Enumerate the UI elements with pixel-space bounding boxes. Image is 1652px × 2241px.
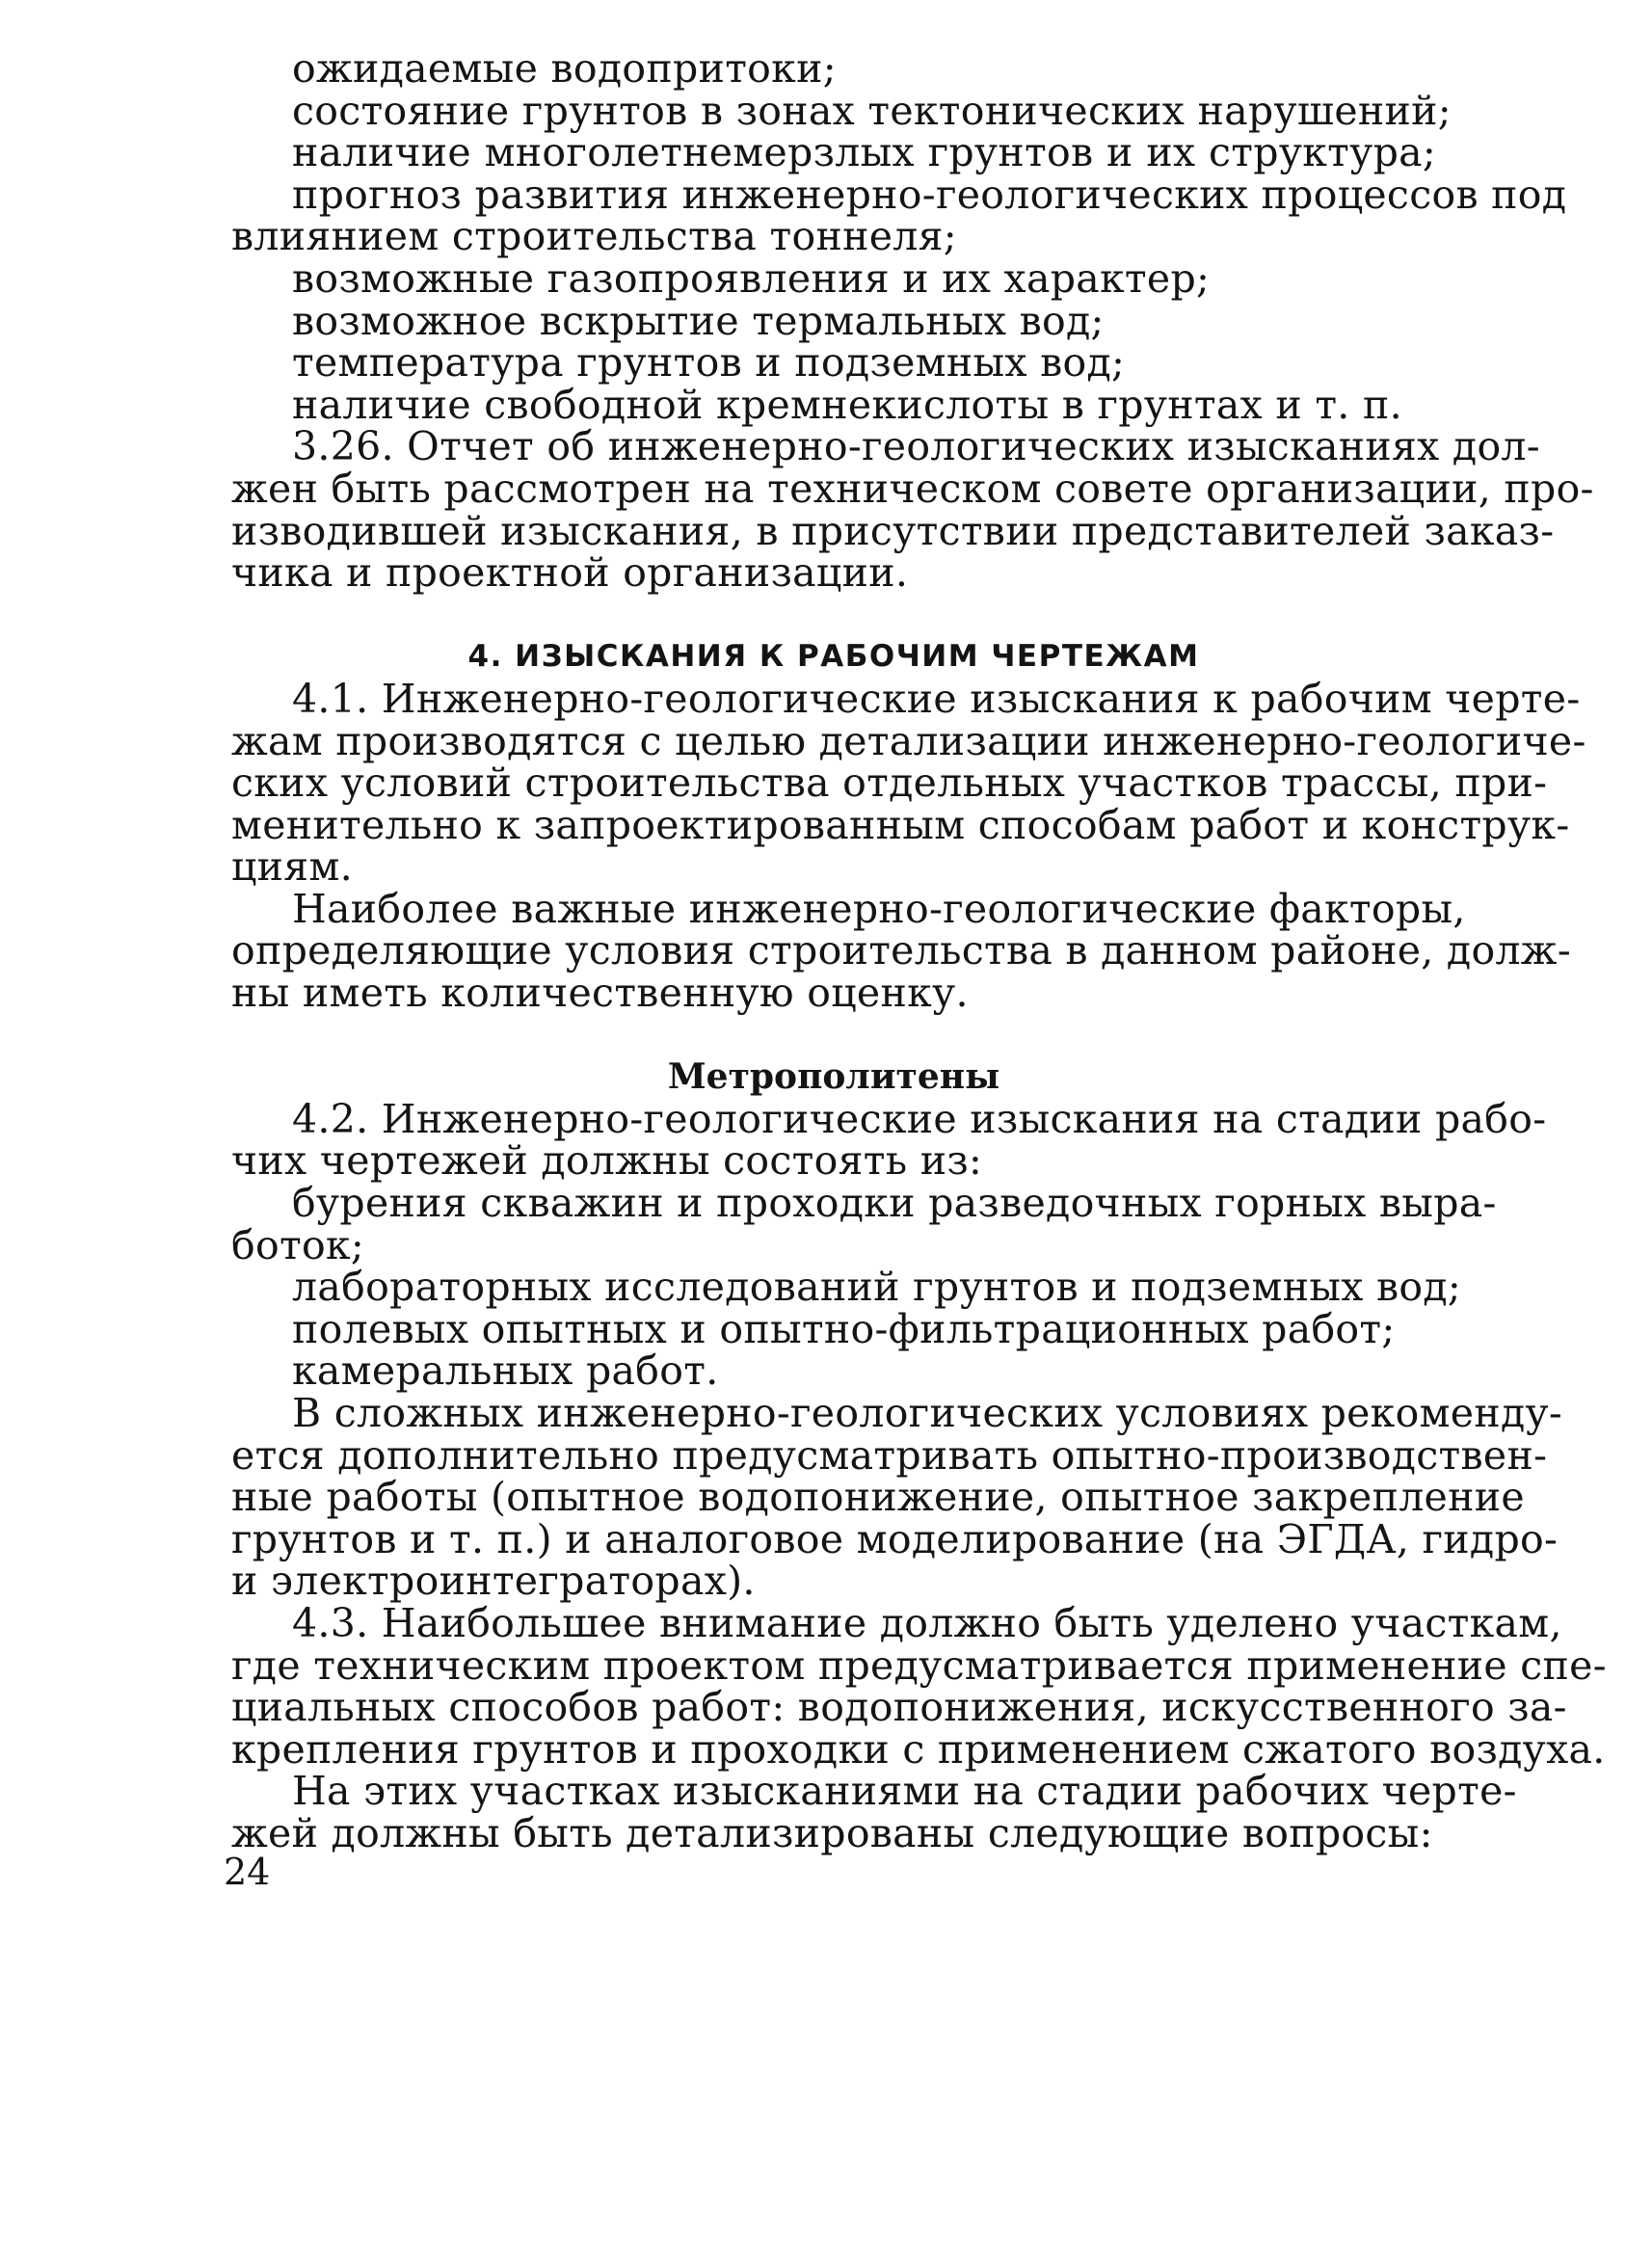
paragraph-4-2-line: чих чертежей должны состоять из: (231, 1137, 983, 1185)
paragraph-4-1-line: жам производятся с целью детализации инженерно-геологиче- (231, 717, 1586, 764)
paragraph-4-3-line: где техническим проектом предусматривается применение спе- (231, 1641, 1607, 1689)
text-column (231, 45, 1607, 1856)
paragraph-4-1-line: циям. (231, 843, 353, 891)
subsection-heading: Метрополитены (667, 1056, 1000, 1098)
list-item-line: камеральных работ. (292, 1347, 719, 1395)
paragraph-line: жей должны быть детализированы следующие вопросы: (231, 1809, 1433, 1856)
paragraph-line: определяющие условия строительства в данном районе, долж- (231, 927, 1571, 974)
paragraph-4-3-line: крепления грунтов и проходки с применением сжатого воздуха. (231, 1725, 1606, 1773)
paragraph-line: В сложных инженерно-геологических условиях рекоменду- (292, 1390, 1563, 1436)
paragraph-line: ные работы (опытное водопонижение, опытное закрепление (231, 1474, 1525, 1521)
text-line: прогноз развития инженерно-геологических процессов под (292, 171, 1567, 218)
text-line: возможные газопроявления и их характер; (292, 254, 1211, 302)
text-line: температура грунтов и подземных вод; (292, 339, 1126, 387)
paragraph-line: грунтов и т. п.) и аналоговое моделирование (на ЭГДА, гидро- (231, 1515, 1559, 1562)
paragraph-4-1-line: менительно к запроектированным способам работ и конструк- (231, 801, 1570, 848)
text-line: наличие свободной кремнекислоты в грунтах и т. п. (292, 381, 1402, 428)
paragraph-3-26-line: чика и проектной организации. (231, 549, 909, 597)
text-line: ожидаемые водопритоки; (292, 45, 837, 92)
text-line: состояние грунтов в зонах тектонических нарушений; (292, 87, 1452, 134)
list-item-line: бурения скважин и проходки разведочных горных выра- (292, 1180, 1497, 1227)
paragraph-4-3-line: 4.3. Наибольшее внимание должно быть уделено участкам, (292, 1599, 1562, 1646)
paragraph-line: ется дополнительно предусматривать опытно-производствен- (231, 1431, 1548, 1479)
paragraph-line: На этих участках изысканиями на стадии рабочих черте- (292, 1768, 1517, 1815)
text-line: наличие многолетнемерзлых грунтов и их структура; (292, 129, 1436, 176)
paragraph-line: ны иметь количественную оценку. (231, 970, 969, 1017)
list-item-line: боток; (231, 1221, 364, 1268)
paragraph-line: и электроинтеграторах). (231, 1558, 756, 1605)
list-item-line: полевых опытных и опытно-фильтрационных работ; (292, 1305, 1396, 1352)
paragraph-4-1-line: 4.1. Инженерно-геологические изыскания к рабочим черте- (292, 675, 1581, 722)
paragraph-3-26-line: 3.26. Отчет об инженерно-геологических изысканиях дол- (292, 423, 1540, 470)
text-line: влиянием строительства тоннеля; (231, 213, 957, 260)
paragraph-4-2-line: 4.2. Инженерно-геологические изыскания на стадии рабо- (292, 1095, 1547, 1142)
section-heading: 4. ИЗЫСКАНИЯ К РАБОЧИМ ЧЕРТЕЖАМ (467, 639, 1200, 675)
text-line: возможное вскрытие термальных вод; (292, 297, 1105, 344)
paragraph-3-26-line: изводившей изыскания, в присутствии представителей заказ- (231, 507, 1555, 554)
paragraph-4-3-line: циальных способов работ: водопонижения, искусственного за- (231, 1684, 1567, 1731)
paragraph-4-1-line: ских условий строительства отдельных участков трассы, при- (231, 760, 1548, 807)
paragraph-3-26-line: жен быть рассмотрен на техническом совете организации, про- (231, 465, 1594, 512)
list-item-line: лабораторных исследований грунтов и подземных вод; (292, 1264, 1462, 1311)
paragraph-line: Наиболее важные инженерно-геологические факторы, (292, 885, 1466, 932)
page-number: 24 (224, 1851, 271, 1893)
